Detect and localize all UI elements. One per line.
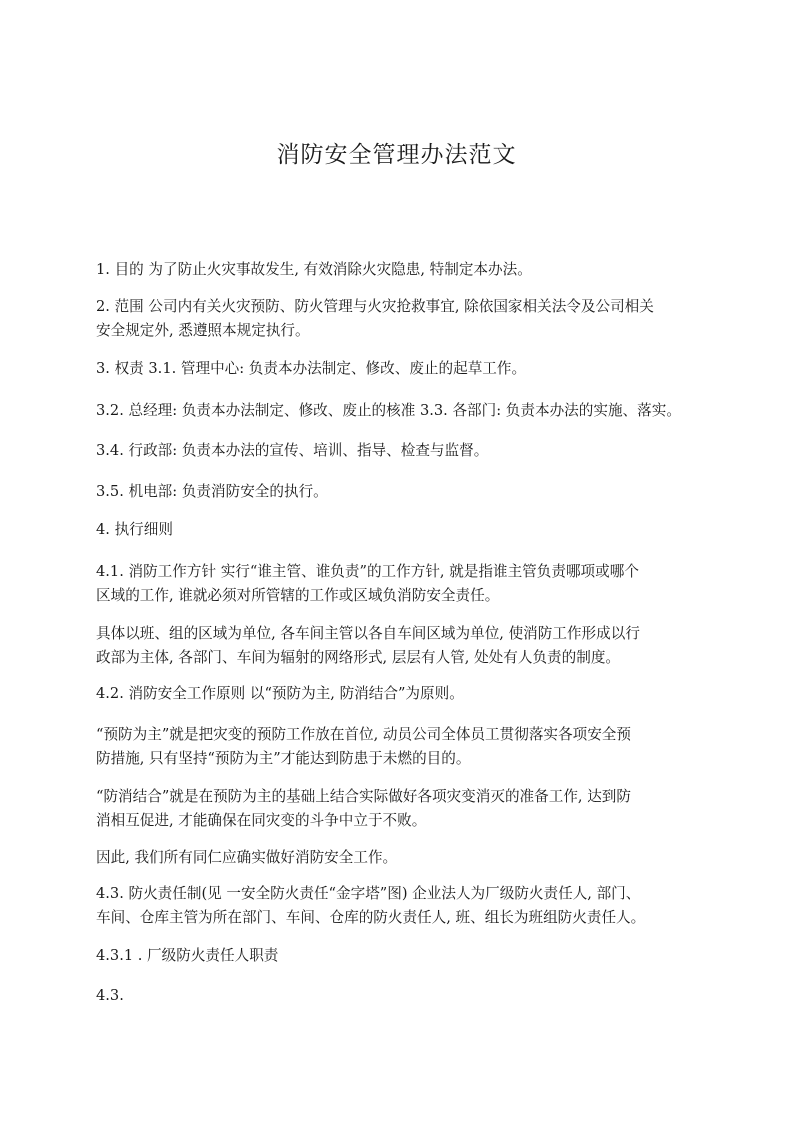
paragraph <box>96 785 726 833</box>
paragraph-line: 4.1. 消防工作方针 实行“谁主管、谁负责”的工作方针, 就是指谁主管负责哪项或哪个 <box>96 563 639 580</box>
paragraph-line: 安全规定外, 悉遵照本规定执行。 <box>96 322 310 339</box>
paragraph-line: 1. 目的 为了防止火灾事故发生, 有效消除火灾隐患, 特制定本办法。 <box>96 261 532 278</box>
paragraph <box>96 518 726 542</box>
paragraph-line: 3.5. 机电部: 负责消防安全的执行。 <box>96 483 328 500</box>
paragraph-line: 4.3. 防火责任制(见 一安全防火责任“金字塔”图) 企业法人为厂级防火责任人, 部门、 <box>96 885 641 902</box>
paragraph-line: 4. 执行细则 <box>96 521 173 538</box>
paragraph-line: 车间、仓库主管为所在部门、车间、仓库的防火责任人, 班、组长为班组防火责任人。 <box>96 909 646 926</box>
paragraph-line: “防消结合”就是在预防为主的基础上结合实际做好各项灾变消灭的准备工作, 达到防 <box>96 788 631 805</box>
paragraph <box>96 622 726 670</box>
paragraph <box>96 357 726 381</box>
paragraph <box>96 295 726 343</box>
paragraph-line: 2. 范围 公司内有关火灾预防、防火管理与火灾抢救事宜, 除依国家相关法令及公司相关 <box>96 298 654 315</box>
paragraph <box>96 480 726 504</box>
paragraph <box>96 560 726 608</box>
paragraph-line: 消相互促进, 才能确保在同灾变的斗争中立于不败。 <box>96 812 427 829</box>
paragraph <box>96 258 726 282</box>
paragraph-line: 3. 权责 3.1. 管理中心: 负责本办法制定、修改、废止的起草工作。 <box>96 360 527 377</box>
paragraph-line: 4.3.1 . 厂级防火责任人职责 <box>96 947 279 964</box>
paragraph-line: 区域的工作, 谁就必须对所管辖的工作或区域负消防安全责任。 <box>96 587 500 604</box>
paragraph-line: 4.3. <box>96 987 124 1004</box>
paragraph <box>96 882 726 930</box>
document-title: 消防安全管理办法范文 <box>276 142 517 168</box>
paragraph <box>96 944 726 968</box>
paragraph-line: “预防为主”就是把灾变的预防工作放在首位, 动员公司全体员工贯彻落实各项安全预 <box>96 726 631 743</box>
paragraph <box>96 399 726 423</box>
paragraph-line: 防措施, 只有坚持“预防为主”才能达到防患于未燃的目的。 <box>96 750 471 767</box>
paragraph-line: 3.2. 总经理: 负责本办法制定、修改、废止的核准 3.3. 各部门: 负责本办法的实施、落实。 <box>96 402 681 419</box>
paragraph <box>96 723 726 771</box>
paragraph <box>96 984 726 1008</box>
paragraph-line: 因此, 我们所有同仁应确实做好消防安全工作。 <box>96 849 398 866</box>
paragraph-line: 4.2. 消防安全工作原则 以“预防为主, 防消结合”为原则。 <box>96 685 464 702</box>
paragraph-line: 3.4. 行政部: 负责本办法的宣传、培训、指导、检查与监督。 <box>96 442 489 459</box>
paragraph <box>96 682 726 706</box>
paragraph-line: 政部为主体, 各部门、车间为辐射的网络形式, 层层有人管, 处处有人负责的制度。 <box>96 649 621 666</box>
paragraph-line: 具体以班、组的区域为单位, 各车间主管以各自车间区域为单位, 使消防工作形成以行 <box>96 625 640 642</box>
paragraph <box>96 846 726 870</box>
paragraph <box>96 439 726 463</box>
